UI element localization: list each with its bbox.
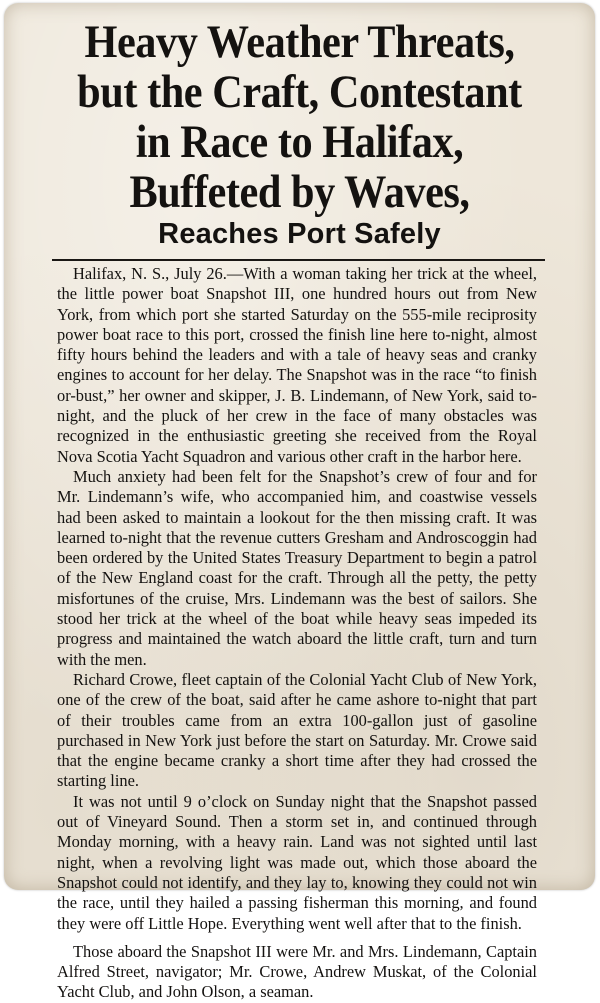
headline-line-4: Buffeted by Waves,: [129, 166, 470, 218]
article-paragraph-4: It was not until 9 o’clock on Sunday night that the Snapshot passed out of Vineyard Sound. Then a storm set in, and continued through Monday morning, with a heavy rain. Land was not sighted until last night, when a revolving light was made out, which those aboard the Snapshot could not identify, and they lay to, knowing they could not win the race, until they hailed a passing fisherman this morning, and found they were off Little Hope. Everything went well after that to the finish.: [57, 791, 537, 933]
article-paragraph-2: Much anxiety had been felt for the Snapshot’s crew of four and for Mr. Lindemann’s wife, who accompanied him, and coastwise vessels had been asked to maintain a lookout for the then missing craft. It was learned to-night that the revenue cutters Gresham and Androscoggin had been ordered by the United States Treasury Department to begin a patrol of the New England coast for the craft. Through all the petty, the petty misfortunes of the cruise, Mrs. Lindemann was the best of sailors. She stood her trick at the wheel of the boat while heavy seas impeded its progress and maintained the watch aboard the little craft, turn and turn with the men.: [57, 466, 537, 669]
headline-line-3: in Race to Halifax,: [135, 116, 464, 168]
headline-line-2: but the Craft, Contestant: [77, 66, 522, 118]
article-paragraph-5: Those aboard the Snapshot III were Mr. and Mrs. Lindemann, Captain Alfred Street, navigator; Mr. Crowe, Andrew Muskat, of the Colonial Yacht Club, and John Olson, a seaman.: [57, 941, 537, 1002]
headline: [34, 17, 566, 217]
headline-line-1: Heavy Weather Threats,: [84, 16, 515, 68]
article-paragraph-1: Halifax, N. S., July 26.—With a woman taking her trick at the wheel, the little power boat Snapshot III, one hundred hours out from New York, from which port she started Saturday on the 555-mile reciprosity power boat race to this port, crossed the finish line here to-night, almost fifty hours behind the leaders and with a tale of heavy seas and cranky engines to account for her delay. The Snapshot was in the race “to finish or-bust,” her owner and skipper, J. B. Lindemann, of New York, said to-night, and the pluck of her crew in the face of many obstacles was recognized in the enthusiastic greeting she received from the Royal Nova Scotia Yacht Squadron and various other craft in the harbor here.: [57, 264, 537, 466]
article-body: [57, 264, 537, 1003]
headline-divider: [52, 259, 545, 261]
newspaper-clipping: [4, 3, 595, 1002]
subheadline: Reaches Port Safely: [158, 218, 441, 250]
article-paragraph-3: Richard Crowe, fleet captain of the Colonial Yacht Club of New York, one of the crew of the boat, said after he came ashore to-night that part of their troubles came from an extra 100-gallon just of gasoline purchased in New York just before the start on Saturday. Mr. Crowe said that the engine became cranky a short time after they had crossed the starting line.: [57, 669, 537, 791]
